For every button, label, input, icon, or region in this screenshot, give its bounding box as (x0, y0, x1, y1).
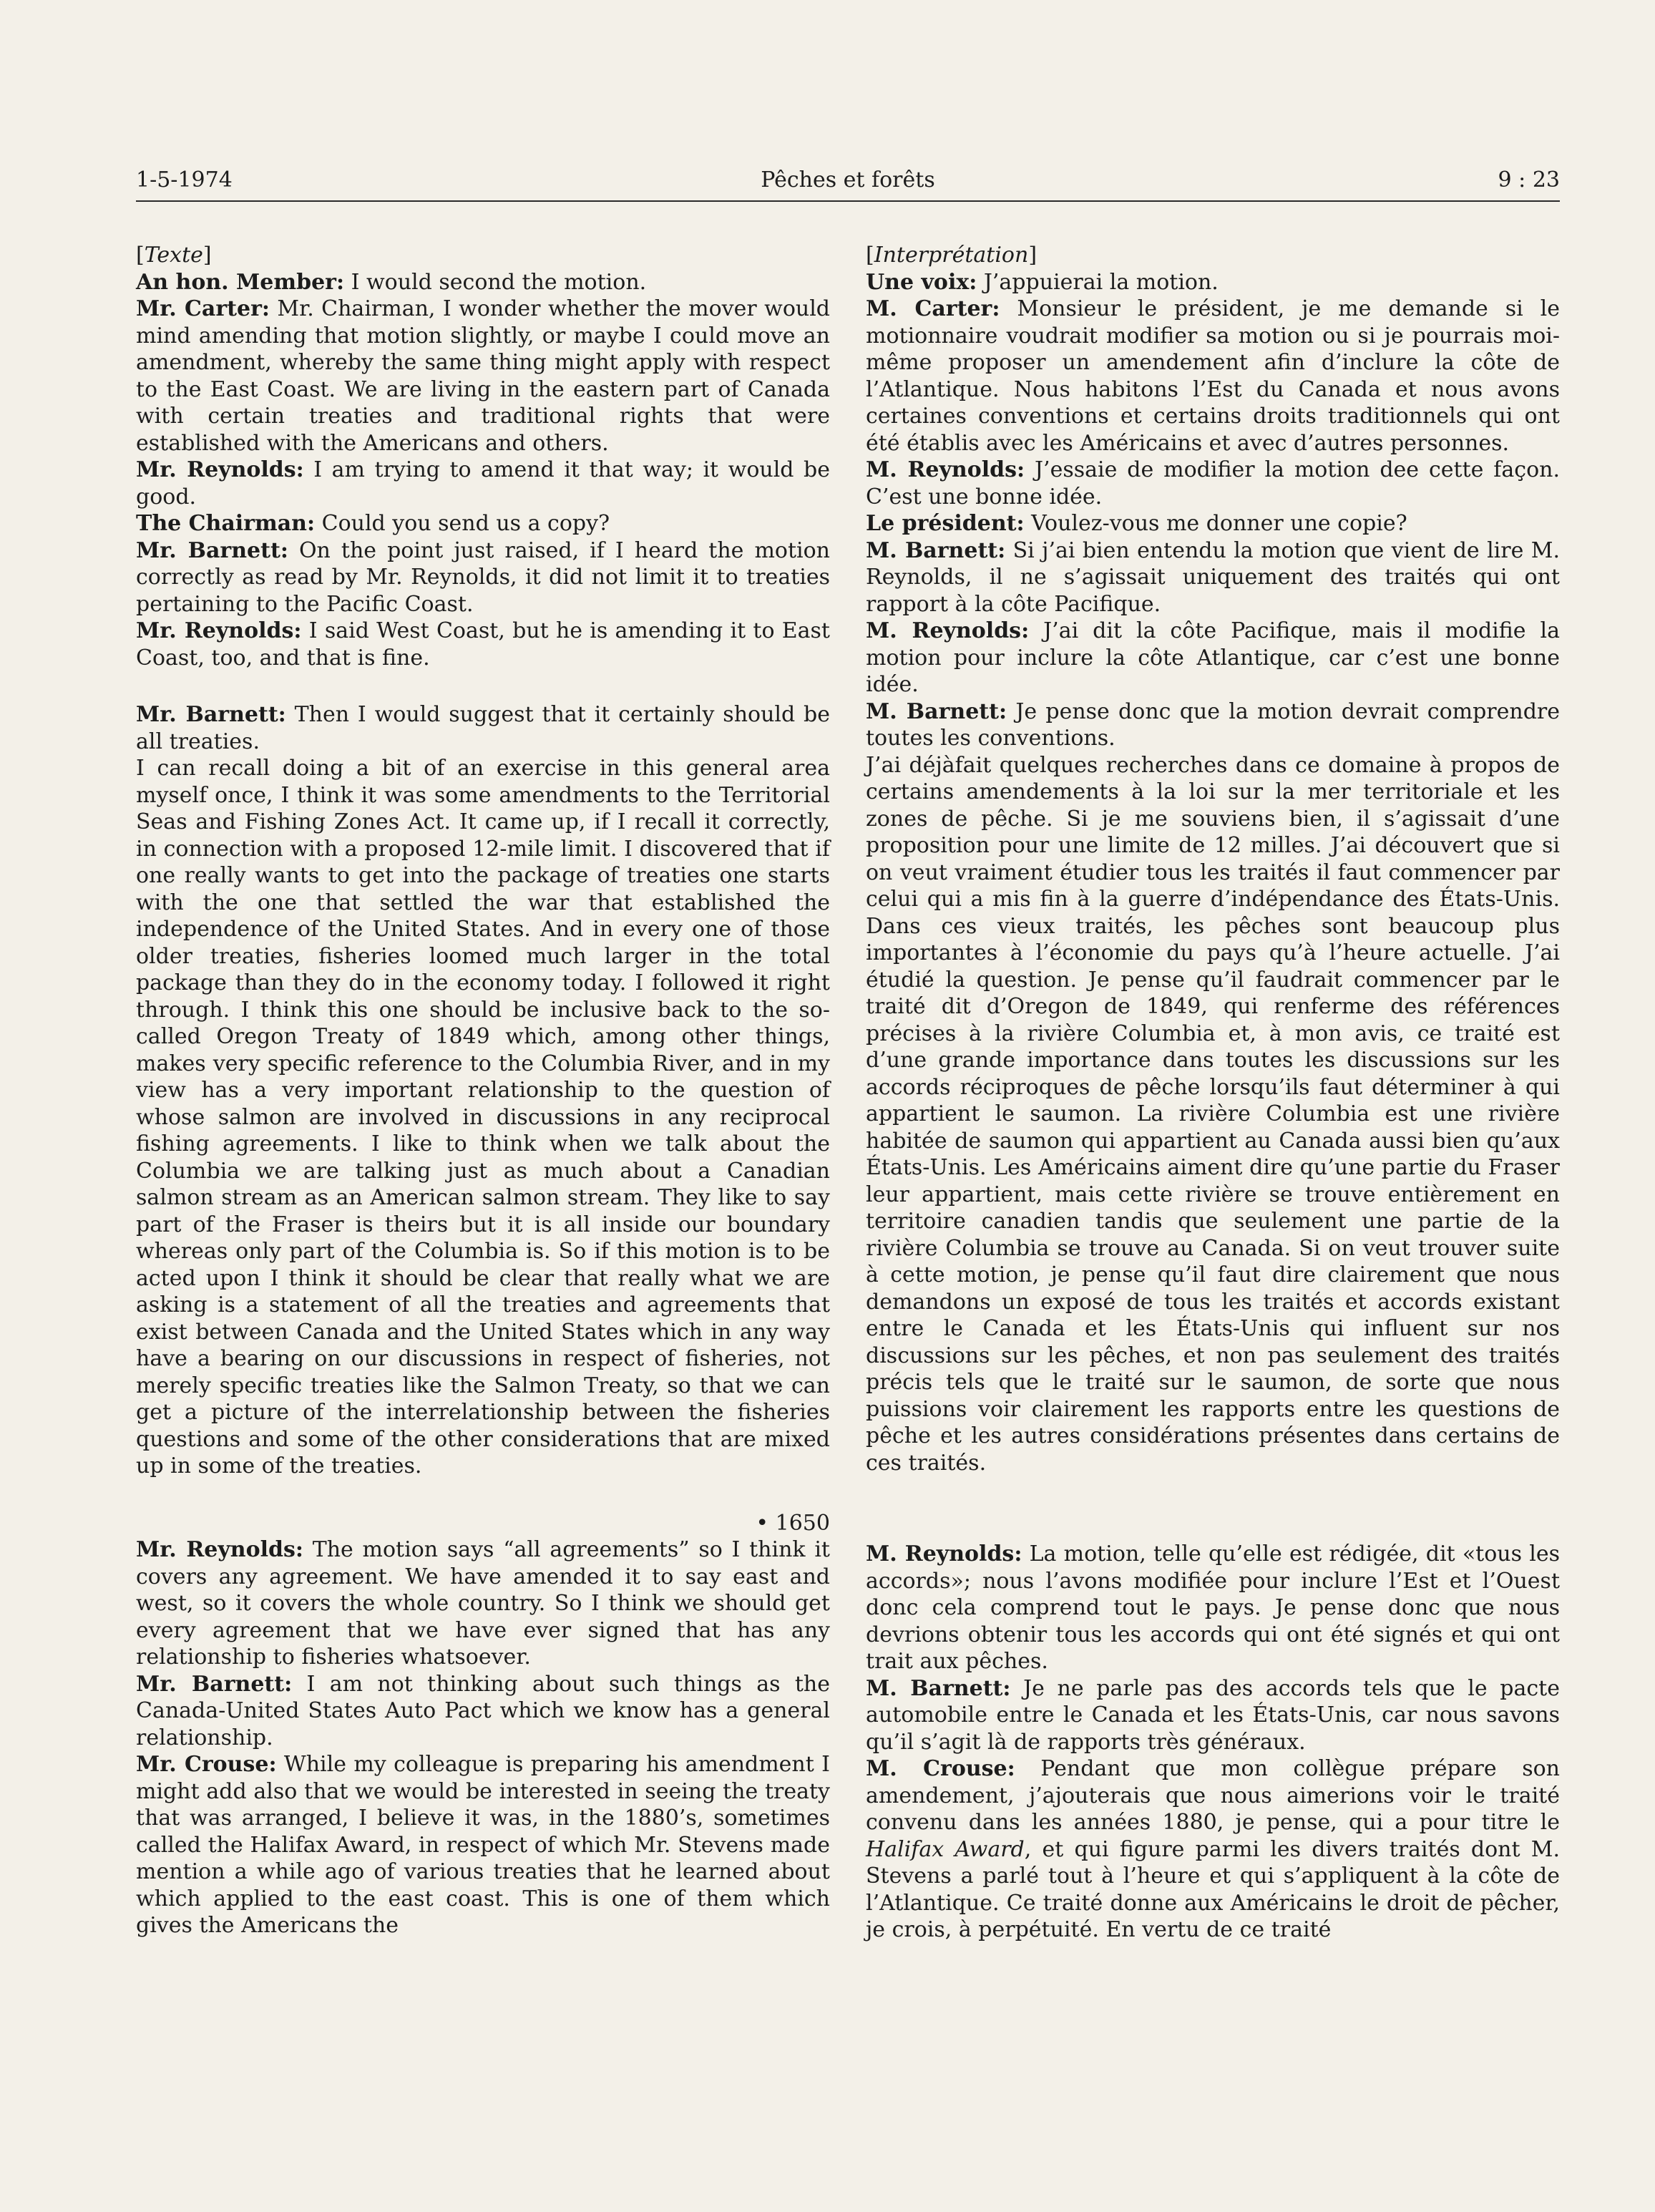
paragraph: Une voix: J’appuierai la motion. (866, 269, 1219, 295)
speaker: The Chairman: (136, 511, 316, 536)
paragraph: M. Barnett: Je ne parle pas des accords tels que le pacte automobile entre le Canada et les États-Unis, car nous savons qu’il s’agit là de rapports très généraux. (866, 1675, 1560, 1755)
header-date: 1-5-1974 (136, 167, 233, 193)
paragraph: M. Barnett: Si j’ai bien entendu la motion que vient de lire M. Reynolds, il ne s’agissait uniquement des traités qui ont rapport à la côte Pacifique. (866, 537, 1560, 617)
paragraph: Mr. Reynolds: The motion says “all agreements” so I think it covers any agreement. We have amended it to say east and west, so it covers the whole country. So I think we should get every agreement that we have ever signed that has any relationship to fisheries whatsoever. (136, 1537, 830, 1670)
paragraph: Mr. Barnett: On the point just raised, if I heard the motion correctly as read by Mr. Reynolds, it did not limit it to treaties pertaining to the Pacific Coast. (136, 537, 830, 617)
speaker: Mr. Reynolds: (136, 1537, 303, 1562)
speaker: M. Reynolds: (866, 618, 1030, 643)
paragraph: M. Crouse: Pendant que mon collègue prépare son amendement, j’ajouterais que nous aimerions voir le traité convenu dans les années 1880, je pense, qui a pour titre le Halifax Award, et qui figure parmi les divers traités dont M. Stevens a parlé tout à l’heure et qui s’appliquent à la côte de l’Atlantique. Ce traité donne aux Américains le droit de pêcher, je crois, à perpétuité. En vertu de ce traité (866, 1756, 1560, 1942)
speaker: M. Reynolds: (866, 457, 1025, 482)
speaker: M. Carter: (866, 296, 1000, 321)
speaker: Une voix: (866, 269, 977, 295)
speaker: M. Barnett: (866, 1675, 1011, 1701)
speaker: Mr. Reynolds: (136, 618, 302, 643)
paragraph: M. Reynolds: J’essaie de modifier la motion dee cette façon. C’est une bonne idée. (866, 457, 1560, 510)
time-marker: • 1650 (756, 1510, 830, 1536)
speaker: Mr. Crouse: (136, 1752, 277, 1777)
paragraph: Mr. Crouse: While my colleague is preparing his amendment I might add also that we would be interested in seeing the treaty that was arranged, I believe it was, in the 1880’s, sometimes called the Halifax Award, in respect of which Mr. Stevens made mention a while ago of various treaties that he learned about which applied to the east coast. This is one of them which gives the Americans the (136, 1752, 831, 1938)
speaker: Mr. Reynolds: (136, 457, 304, 482)
column-label: [Interprétation] (866, 243, 1038, 268)
header-title: Pêches et forêts (761, 167, 935, 193)
paragraph: I can recall doing a bit of an exercise in this general area myself once, I think it was some amendments to the Territorial Seas and Fishing Zones Act. It came up, if I recall it correctly, in connection with a proposed 12-mile limit. I discovered that if one really wants to get into the package of treaties one starts with the one that settled the war that established the independence of the United States. And in every one of those older treaties, fisheries loomed much larger in the total package than they do in the economy today. I followed it right through. I think this one should be inclusive back to the so-called Oregon Treaty of 1849 which, among other things, makes very specific reference to the Columbia River, and in my view has a very important relationship to the question of whose salmon are involved in discussions in any reciprocal fishing agreements. I like to think when we talk about the Columbia we are talking just as much about a Canadian salmon stream as an American salmon stream. They like to say part of the Fraser is theirs but it is all inside our boundary whereas only part of the Columbia is. So if this motion is to be acted upon I think it should be clear that really what we are asking is a statement of all the treaties and agreements that exist between Canada and the United States which in any way have a bearing on our discussions in respect of fisheries, not merely specific treaties like the Salmon Treaty, so that we can get a picture of the interrelationship between the fisheries questions and some of the other considerations that are mixed up in some of the treaties. (136, 756, 830, 1478)
page-header (136, 163, 1560, 202)
paragraph: An hon. Member: I would second the motion. (136, 269, 647, 295)
speaker: M. Barnett: (866, 537, 1006, 563)
column-label: [Texte] (136, 243, 212, 268)
paragraph: Mr. Reynolds: I said West Coast, but he is amending it to East Coast, too, and that is fine. (136, 618, 830, 671)
english-column (136, 242, 830, 2117)
french-column (866, 242, 1560, 2117)
paragraph: The Chairman: Could you send us a copy? (136, 511, 610, 536)
speaker: M. Reynolds: (866, 1541, 1022, 1567)
paragraph: Mr. Barnett: Then I would suggest that it certainly should be all treaties. (136, 702, 831, 754)
paragraph: M. Reynolds: La motion, telle qu’elle est rédigée, dit «tous les accords»; nous l’avons modifiée pour inclure l’Est et l’Ouest donc cela comprend tout le pays. Je pense donc que nous devrions obtenir tous les accords qui ont été signés et qui ont trait aux pêches. (866, 1541, 1560, 1674)
paragraph: Mr. Reynolds: I am trying to amend it that way; it would be good. (136, 457, 830, 510)
speaker: Mr. Carter: (136, 296, 270, 321)
paragraph: Mr. Barnett: I am not thinking about such things as the Canada-United States Auto Pact which we know has a general relationship. (136, 1671, 831, 1750)
paragraph: J’ai déjàfait quelques recherches dans ce domaine à propos de certains amendements à la loi sur la mer territoriale et les zones de pêche. Si je me souviens bien, il s’agissait d’une proposition pour une limite de 12 milles. J’ai découvert que si on veut vraiment étudier tous les traités il faut commencer par celui qui a mis fin à la guerre d’indépendance des États-Unis. Dans ces vieux traités, les pêches sont beaucoup plus importantes à l’économie du pays qu’à l’heure actuelle. J’ai étudié la question. Je pense qu’il faudrait commencer par le traité dit d’Oregon de 1849, qui renferme des références précises à la rivière Columbia et, à mon avis, ce traité est d’une grande importance dans toutes les discussions sur les accords réciproques de pêche lorsqu’ils faut déterminer à qui appartient le saumon. La rivière Columbia est une rivière habitée de saumon qui appartient au Canada aussi bien qu’aux États-Unis. Les Américains aiment dire qu’une partie du Fraser leur appartient, mais cette rivière se trouve entièrement en territoire canadien tandis que seulement une partie de la rivière Columbia se trouve au Canada. Si on veut trouver suite à cette motion, je pense qu’il faut dire clairement que nous demandons un exposé de tous les traités et accords existant entre le Canada et les États-Unis qui influent sur nos discussions sur les pêches, et non pas seulement des traités précis tels que le traité sur le saumon, de sorte que nous puissions voir clairement les rapports entre les questions de pêche et les autres considérations présentes dans certains de ces traités. (866, 752, 1560, 1476)
speaker: Mr. Barnett: (136, 537, 288, 563)
paragraph: Le président: Voulez-vous me donner une copie? (866, 511, 1407, 536)
speaker: Mr. Barnett: (136, 1671, 293, 1697)
paragraph: M. Barnett: Je pense donc que la motion devrait comprendre toutes les conventions. (866, 698, 1561, 751)
speaker: M. Crouse: (866, 1756, 1015, 1781)
italic-title: Halifax Award (866, 1836, 1025, 1862)
speaker: M. Barnett: (866, 698, 1007, 724)
paragraph: M. Reynolds: J’ai dit la côte Pacifique, mais il modifie la motion pour inclure la côte Atlantique, car c’est une bonne idée. (866, 618, 1560, 697)
speaker: An hon. Member: (136, 269, 345, 295)
speaker: Mr. Barnett: (136, 702, 286, 727)
paragraph: M. Carter: Monsieur le président, je me demande si le motionnaire voudrait modifier sa motion ou si je pourrais moi-même proposer un amendement afin d’inclure la côte de l’Atlantique. Nous habitons l’Est du Canada et nous avons certaines conventions et certains droits traditionnels qui ont été établis avec les Américains et avec d’autres personnes. (866, 296, 1560, 456)
header-page-number: 9 : 23 (1498, 167, 1560, 193)
paragraph: Mr. Carter: Mr. Chairman, I wonder whether the mover would mind amending that motion slightly, or maybe I could move an amendment, whereby the same thing might apply with respect to the East Coast. We are living in the eastern part of Canada with certain treaties and traditional rights that were established with the Americans and others. (136, 296, 831, 456)
speaker: Le président: (866, 511, 1025, 536)
